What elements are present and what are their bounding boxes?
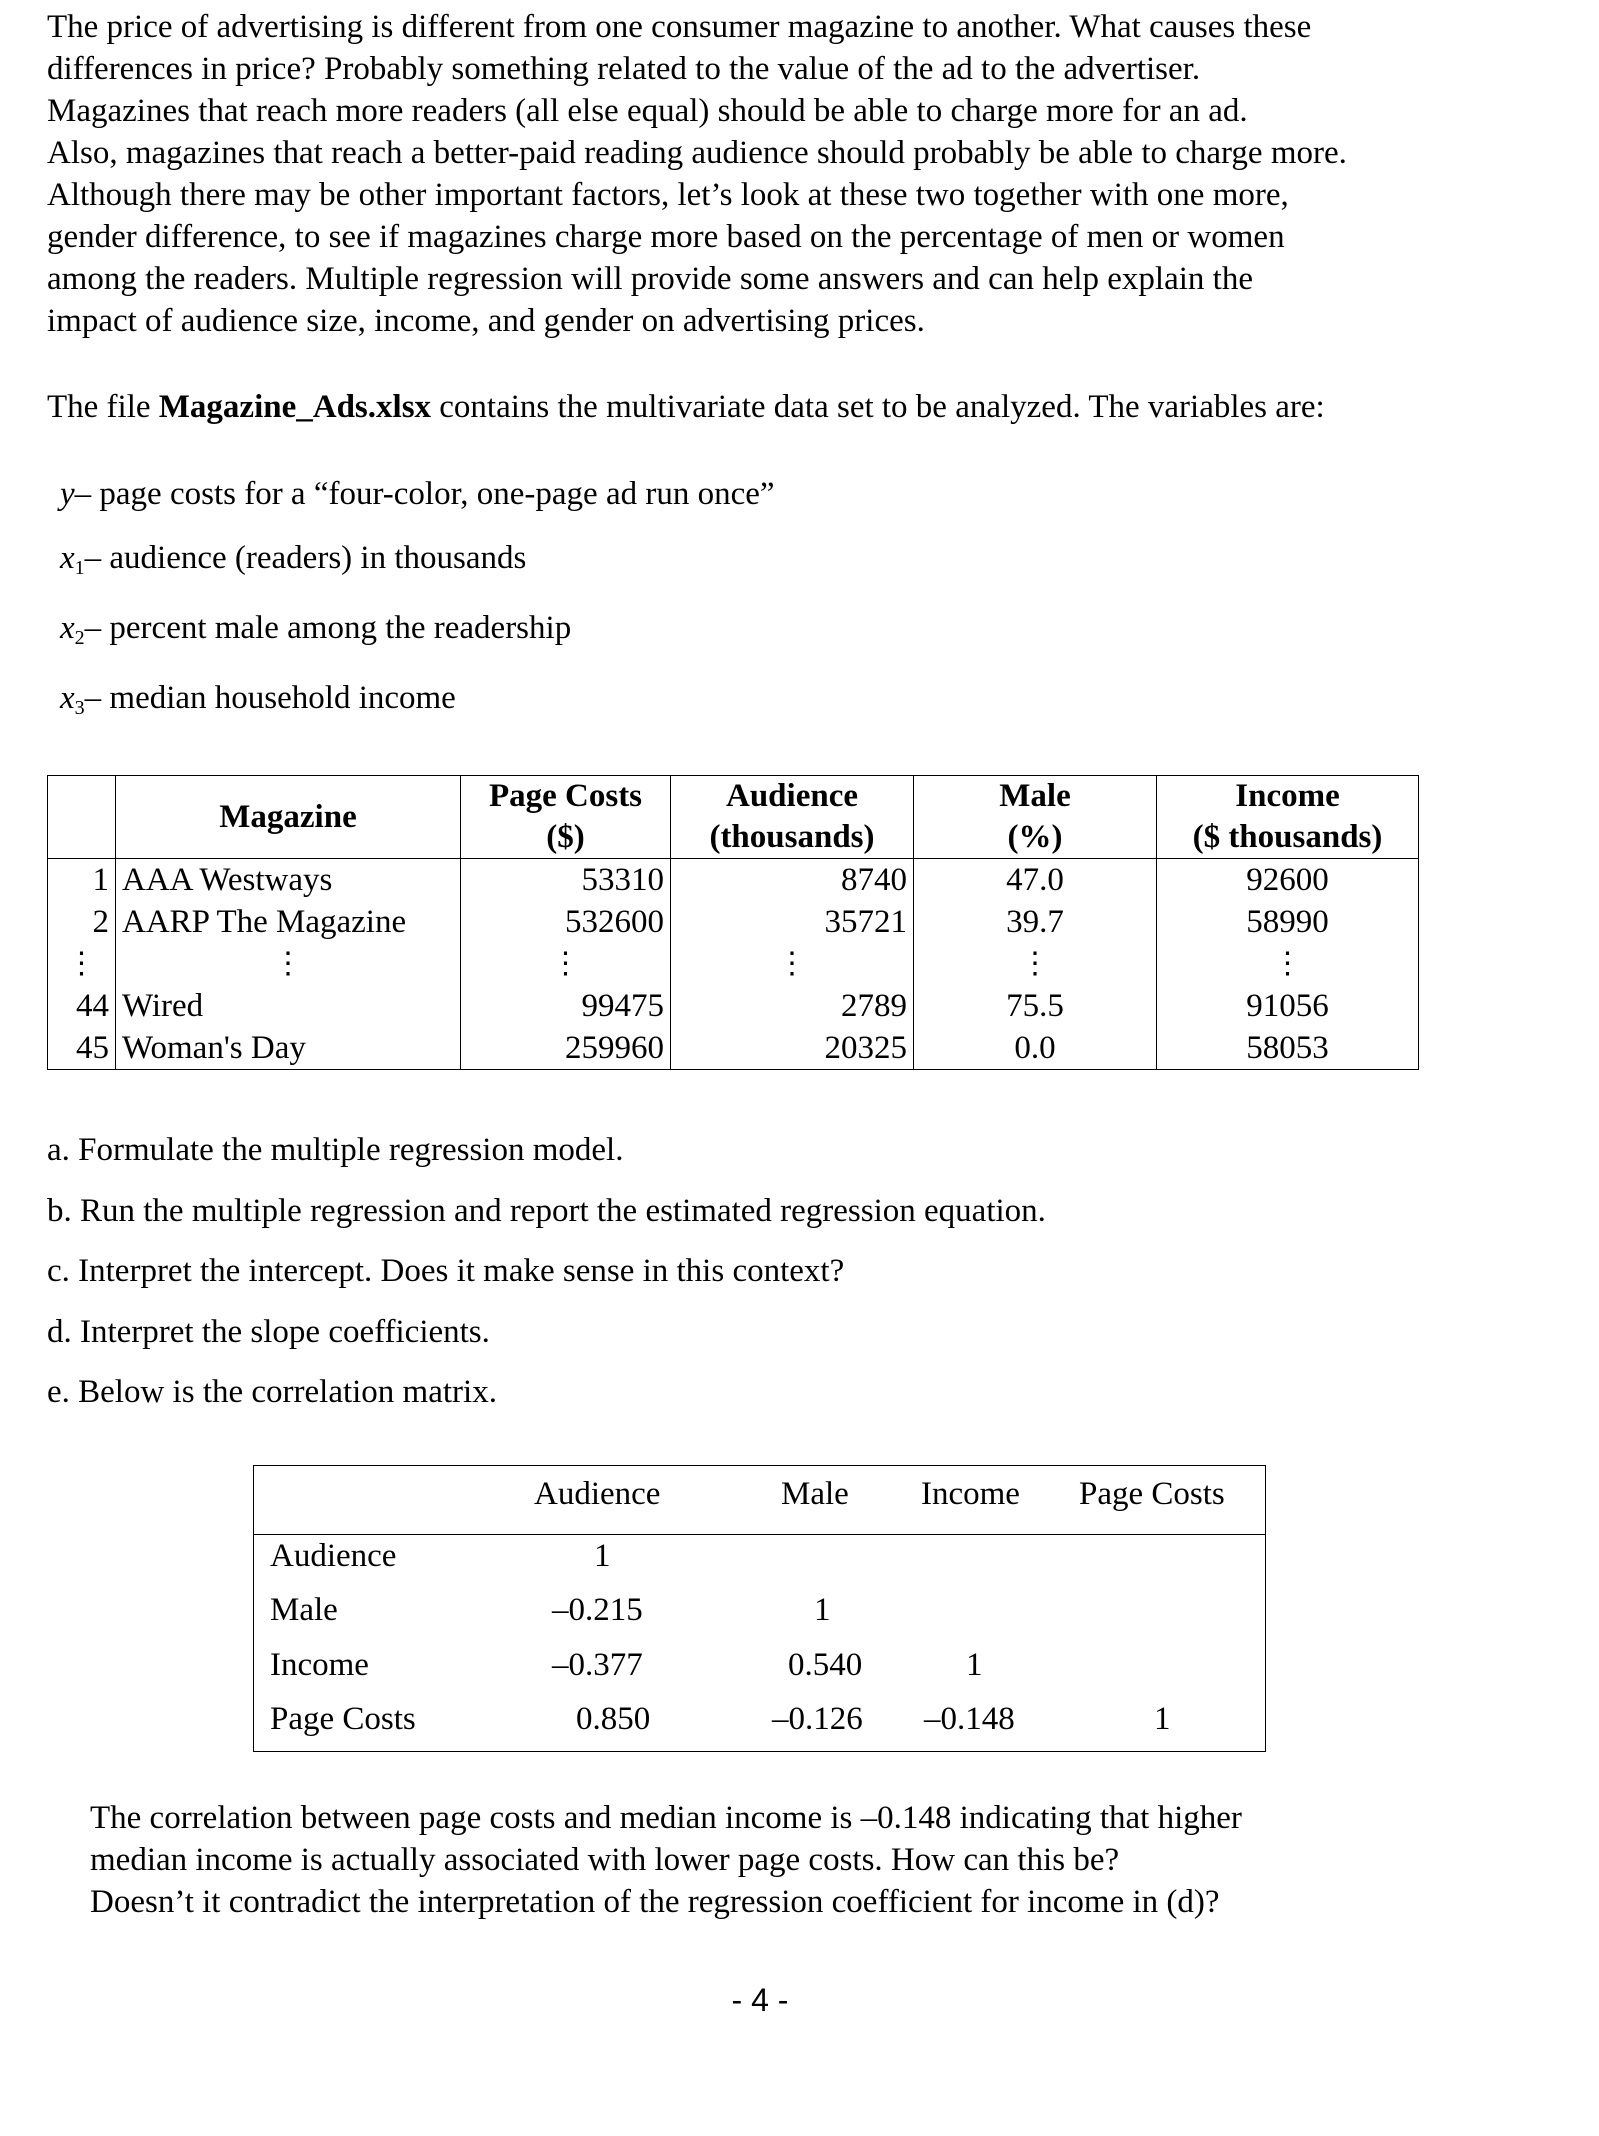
- corr-col-header: Income: [921, 1476, 1020, 1512]
- row-income: 91056: [1157, 985, 1419, 1027]
- variable-text: – page costs for a “four-color, one-page ad run once”: [74, 476, 775, 512]
- row-page-costs: 532600: [461, 901, 671, 943]
- variable-symbol: x: [60, 610, 75, 646]
- row-magazine: ⋮: [116, 943, 461, 985]
- variable-subscript: 1: [74, 557, 85, 579]
- row-income: 58053: [1157, 1027, 1419, 1070]
- row-audience: 8740: [671, 859, 914, 902]
- page-number: - 4 -: [731, 1982, 789, 2018]
- variable-x2: [60, 607, 571, 659]
- corr-value: 1: [1154, 1701, 1171, 1737]
- question-a: a. Formulate the multiple regression model.: [47, 1132, 624, 1168]
- corr-value: –0.377: [552, 1647, 643, 1683]
- intro-line: gender difference, to see if magazines charge more based on the percentage of men or women: [47, 219, 1285, 255]
- corr-value: 1: [814, 1592, 831, 1628]
- row-magazine: AAA Westways: [116, 859, 461, 902]
- file-name: Magazine_Ads.xlsx: [158, 389, 432, 425]
- variable-text: – percent male among the readership: [84, 610, 572, 646]
- row-index: 44: [48, 985, 116, 1027]
- file-description: [47, 386, 1325, 428]
- row-male: 39.7: [914, 901, 1157, 943]
- corr-value: 0.850: [576, 1701, 651, 1737]
- correlation-header-divider: [254, 1534, 1265, 1535]
- file-prefix: The file: [47, 389, 159, 425]
- corr-col-header: Male: [781, 1476, 849, 1512]
- row-page-costs: ⋮: [461, 943, 671, 985]
- corr-row-label: Male: [270, 1592, 338, 1628]
- header-audience: Audience (thousands): [671, 776, 914, 859]
- header-male: Male (%): [914, 776, 1157, 859]
- row-page-costs: 259960: [461, 1027, 671, 1070]
- closing-line: Doesn’t it contradict the interpretation of the regression coefficient for income in (d)?: [90, 1884, 1220, 1920]
- table-header-row: [48, 776, 1419, 859]
- intro-line: Magazines that reach more readers (all else equal) should be able to charge more for an ad.: [47, 93, 1248, 129]
- row-income: ⋮: [1157, 943, 1419, 985]
- corr-value: 1: [594, 1538, 611, 1574]
- row-audience: 20325: [671, 1027, 914, 1070]
- corr-value: –0.148: [924, 1701, 1015, 1737]
- row-audience: 35721: [671, 901, 914, 943]
- variable-subscript: 3: [74, 697, 85, 719]
- table-row: [48, 859, 1419, 902]
- correlation-matrix: [253, 1465, 1266, 1752]
- variable-x3: [60, 677, 456, 729]
- table-row: [48, 901, 1419, 943]
- row-magazine: Woman's Day: [116, 1027, 461, 1070]
- row-male: 47.0: [914, 859, 1157, 902]
- row-index: ⋮: [48, 943, 116, 985]
- magazine-data-table: [47, 775, 1419, 1070]
- table-row: [48, 985, 1419, 1027]
- table-ellipsis-row: [48, 943, 1419, 985]
- corr-col-header: Page Costs: [1079, 1476, 1225, 1512]
- question-c: c. Interpret the intercept. Does it make sense in this context?: [47, 1253, 845, 1289]
- row-audience: ⋮: [671, 943, 914, 985]
- variable-y: [60, 473, 775, 515]
- corr-value: 1: [966, 1647, 983, 1683]
- intro-line: Also, magazines that reach a better-paid reading audience should probably be able to charge more.: [47, 135, 1347, 171]
- variable-symbol: x: [60, 540, 75, 576]
- corr-value: –0.126: [772, 1701, 863, 1737]
- question-d: d. Interpret the slope coefficients.: [47, 1314, 490, 1350]
- row-income: 92600: [1157, 859, 1419, 902]
- row-audience: 2789: [671, 985, 914, 1027]
- corr-row-label: Audience: [270, 1538, 397, 1574]
- variable-text: – audience (readers) in thousands: [84, 540, 527, 576]
- table-row: [48, 1027, 1419, 1070]
- row-magazine: AARP The Magazine: [116, 901, 461, 943]
- row-magazine: Wired: [116, 985, 461, 1027]
- header-index: [48, 776, 116, 859]
- question-b: b. Run the multiple regression and report the estimated regression equation.: [47, 1193, 1046, 1229]
- corr-row-label: Page Costs: [270, 1701, 416, 1737]
- corr-value: –0.215: [552, 1592, 643, 1628]
- row-index: 45: [48, 1027, 116, 1070]
- question-e: e. Below is the correlation matrix.: [47, 1374, 497, 1410]
- variable-x1: [60, 537, 526, 589]
- intro-line: differences in price? Probably something related to the value of the ad to the advertiser.: [47, 51, 1201, 87]
- intro-line: The price of advertising is different from one consumer magazine to another. What causes these: [47, 9, 1312, 45]
- row-male: ⋮: [914, 943, 1157, 985]
- intro-line: impact of audience size, income, and gender on advertising prices.: [47, 303, 925, 339]
- header-page-costs: Page Costs ($): [461, 776, 671, 859]
- variable-subscript: 2: [74, 627, 85, 649]
- corr-row-label: Income: [270, 1647, 369, 1683]
- corr-value: 0.540: [788, 1647, 863, 1683]
- variable-text: – median household income: [84, 680, 456, 716]
- variable-symbol: x: [60, 680, 75, 716]
- row-page-costs: 53310: [461, 859, 671, 902]
- intro-line: among the readers. Multiple regression will provide some answers and can help explain the: [47, 261, 1253, 297]
- row-male: 0.0: [914, 1027, 1157, 1070]
- row-page-costs: 99475: [461, 985, 671, 1027]
- closing-line: The correlation between page costs and median income is –0.148 indicating that higher: [90, 1800, 1242, 1836]
- row-index: 1: [48, 859, 116, 902]
- header-income: Income ($ thousands): [1157, 776, 1419, 859]
- row-index: 2: [48, 901, 116, 943]
- file-suffix: contains the multivariate data set to be analyzed. The variables are:: [431, 389, 1325, 425]
- row-male: 75.5: [914, 985, 1157, 1027]
- header-magazine: Magazine: [116, 776, 461, 859]
- closing-paragraph: [90, 1797, 1242, 1923]
- intro-line: Although there may be other important factors, let’s look at these two together with one more,: [47, 177, 1289, 213]
- corr-col-header: Audience: [534, 1476, 661, 1512]
- intro-paragraph: [47, 6, 1567, 342]
- closing-line: median income is actually associated with lower page costs. How can this be?: [90, 1842, 1120, 1878]
- variable-symbol: y: [60, 476, 75, 512]
- row-income: 58990: [1157, 901, 1419, 943]
